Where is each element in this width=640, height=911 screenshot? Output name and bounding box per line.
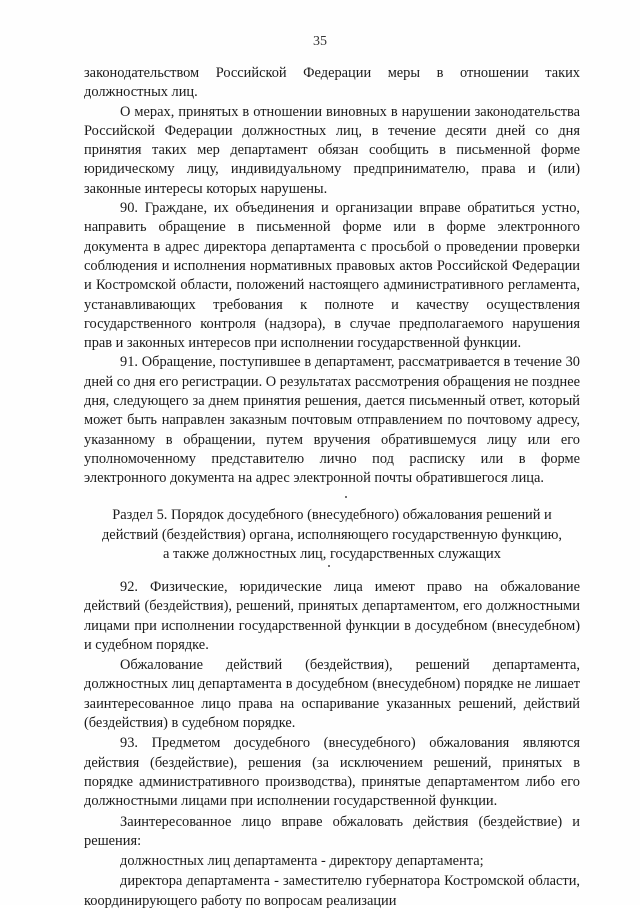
paragraph-91: 91. Обращение, поступившее в департамент, рассматривается в течение 30 дней со дня его регистрации. О результатах рассмотрения обращения не позднее дня, следующего за днем принятия решения, дается письменный ответ, который может быть направлен заказным почтовым отправлением по почтовому адресу, указанному в обращении, путем вручения обратившемуся лицу или его уполномоченному представителю лично под расписку или в форме электронного документа на адрес электронной почты обратившегося лица. bbox=[84, 354, 580, 487]
paragraph-continuation: законодательством Российской Федерации меры в отношении таких должностных лиц. bbox=[84, 65, 580, 101]
section-heading-line-3: а также должностных лиц, государственных служащих bbox=[163, 546, 501, 562]
paragraph-appeal: Обжалование действий (бездействия), решений департамента, должностных лиц департамента в досудебном (внесудебном) порядке не лишает заинтересованное лицо права на оспаривание указанных решений, действий (бездействия) в судебном порядке. bbox=[84, 657, 580, 732]
list-item-director: директора департамента - заместителю губернатора Костромской области, координирующего работу по вопросам реализации bbox=[84, 873, 580, 909]
scan-speck bbox=[345, 496, 347, 498]
list-item-officials: должностных лиц департамента - директору департамента; bbox=[120, 853, 484, 870]
paragraph-92: 92. Физические, юридические лица имеют право на обжалование действий (бездействия), решений, принятых департаментом, его должностными лицами при исполнении государственной функции в досудебном (внесудебном) и судебном порядке. bbox=[84, 579, 580, 653]
section-heading-line-2: действий (бездействия) органа, исполняющего государственную функцию, bbox=[101, 526, 562, 543]
section-heading-line-1: Раздел 5. Порядок досудебного (внесудебного) обжалования решений и bbox=[112, 507, 552, 523]
paragraph-interested-party: Заинтересованное лицо вправе обжаловать действия (бездействие) и решения: bbox=[84, 813, 580, 849]
body-text-top bbox=[84, 64, 580, 489]
paragraph-93: 93. Предметом досудебного (внесудебного) обжалования являются действия (бездействие), решения (за исключением решений, принятых в порядке административного производства), принятые департаментом либо его должностными лицами при исполнении государственной функции. bbox=[84, 735, 580, 810]
page-number: 35 bbox=[313, 34, 327, 49]
paragraph-90: 90. Граждане, их объединения и организации вправе обратиться устно, направить обращение в письменной форме или в форме электронного документа в адрес директора департамента с просьбой о проведении проверки соблюдения и исполнения нормативных правовых актов Российской Федерации и Костромской области, положений настоящего административного регламента, устанавливающих требования к полноте и качеству осуществления государственного контроля (надзора), в случае предполагаемого нарушения прав и законных интересов при исполнении государственной функции. bbox=[84, 200, 580, 352]
body-text-bottom bbox=[84, 578, 580, 911]
paragraph-measures: О мерах, принятых в отношении виновных в нарушении законодательства Российской Федерации должностных лиц, в течение десяти дней со дня принятия таких мер департамент обязан сообщить в письменной форме юридическому лицу, индивидуальному предпринимателю, права и (или) законные интересы которых нарушены. bbox=[84, 103, 580, 197]
section-heading bbox=[84, 506, 580, 565]
scan-speck bbox=[328, 565, 330, 567]
